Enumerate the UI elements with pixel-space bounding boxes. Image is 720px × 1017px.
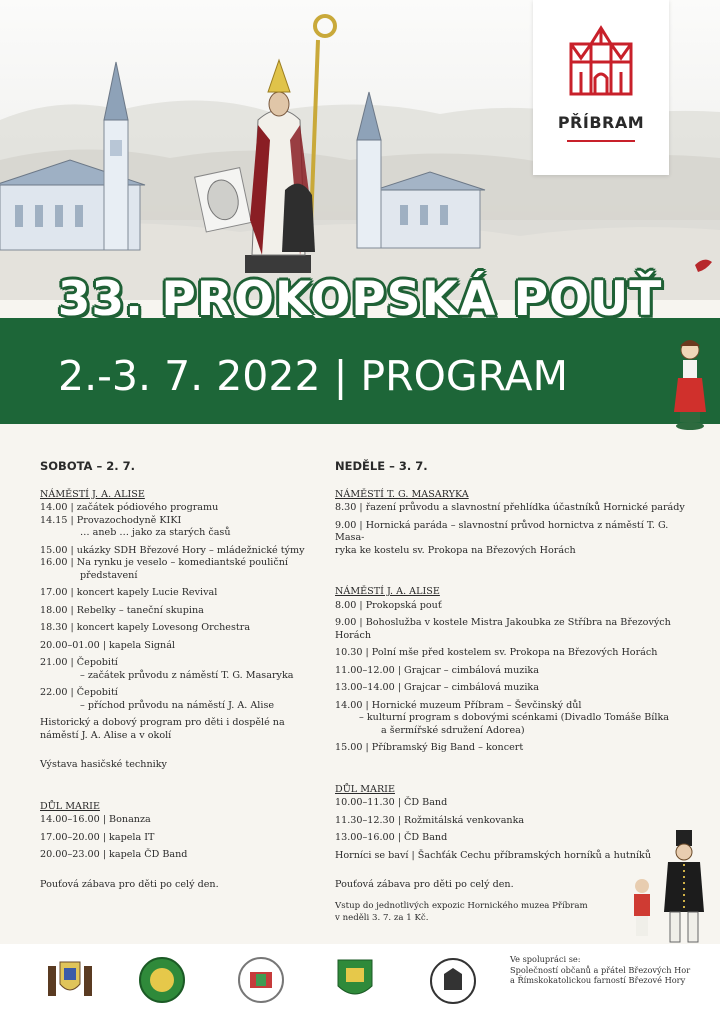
program-item: 17.00–20.00 | kapela IT bbox=[40, 831, 155, 843]
partners-footer bbox=[0, 944, 720, 1017]
coat-of-arms-icon bbox=[44, 956, 96, 1002]
program-item-detail: představení bbox=[80, 569, 138, 581]
program-item: 10.00–11.30 | ČD Band bbox=[335, 797, 448, 808]
program-item: 22.00 | Čepobití bbox=[40, 687, 118, 698]
program-item: 16.00 | Na rynku je veselo – komediantské pouliční bbox=[40, 557, 288, 568]
firefighters-badge-icon bbox=[138, 956, 186, 1004]
program-item-detail: … aneb … jako za starých časů bbox=[80, 527, 231, 538]
program-item: 14.00–16.00 | Bonanza bbox=[40, 814, 151, 825]
district-crest-icon bbox=[334, 956, 376, 1004]
program-note: náměstí J. A. Alise a v okolí bbox=[40, 729, 172, 741]
coop-line: a Římskokatolickou farností Březové Hory bbox=[510, 975, 686, 985]
miner-figure-icon bbox=[628, 826, 716, 946]
saturday-program bbox=[40, 460, 310, 896]
sunday-heading: NEDĚLE – 3. 7. bbox=[335, 459, 428, 473]
section-heading: NÁMĚSTÍ J. A. ALISE bbox=[40, 488, 145, 500]
program-item: 9.00 | Bohoslužba v kostele Mistra Jakoubka ze Stříbra na Březových Horách bbox=[335, 617, 671, 641]
program-item: Horníci se baví | Šachťák Cechu příbramských horníků a hutníků bbox=[335, 849, 652, 861]
mining-museum-logo-icon bbox=[428, 956, 478, 1006]
pribram-city-logo bbox=[533, 0, 669, 175]
event-date-program: 2.-3. 7. 2022 | PROGRAM bbox=[58, 352, 568, 400]
program-note: Pouťová zábava pro děti po celý den. bbox=[40, 878, 219, 890]
program-item: 17.00 | koncert kapely Lucie Revival bbox=[40, 587, 218, 598]
city-name: PŘÍBRAM bbox=[557, 113, 645, 132]
program-note: Výstava hasičské techniky bbox=[40, 759, 167, 770]
program-item: 13.00–16.00 | ČD Band bbox=[335, 832, 448, 843]
program-item: 8.30 | řazení průvodu a slavnostní přehlídka účastníků Hornické parády bbox=[335, 502, 685, 513]
cooperation-text bbox=[510, 954, 690, 986]
miners-guild-badge-icon bbox=[236, 956, 286, 1004]
saturday-heading: SOBOTA – 2. 7. bbox=[40, 459, 135, 473]
program-item: 20.00–23.00 | kapela ČD Band bbox=[40, 849, 188, 860]
program-item: 15.00 | ukázky SDH Březové Hory – mládežnické týmy bbox=[40, 544, 305, 556]
program-item: 9.00 | Hornická paráda – slavnostní průvod hornictva z náměstí T. G. Masa- bbox=[335, 519, 669, 543]
folk-doll-icon bbox=[672, 338, 708, 430]
program-item: 14.15 | Provazochodyně KIKI bbox=[40, 514, 182, 526]
city-castle-icon bbox=[533, 0, 669, 110]
program-item: 11.00–12.00 | Grajcar – cimbálová muzika bbox=[335, 664, 539, 676]
program-item: 10.30 | Polní mše před kostelem sv. Prokopa na Březových Horách bbox=[335, 647, 658, 658]
section-heading: NÁMĚSTÍ T. G. MASARYKA bbox=[335, 488, 469, 500]
program-item-detail: – začátek průvodu z náměstí T. G. Masaryka bbox=[80, 669, 294, 681]
program-item-detail: a šermířské sdružení Adorea) bbox=[381, 724, 525, 736]
program-item: 8.00 | Prokopská pouť bbox=[335, 599, 442, 611]
note-line: Vstup do jednotlivých expozic Hornického muzea Příbram bbox=[335, 901, 588, 911]
brand-divider bbox=[567, 140, 635, 142]
note-line: v neděli 3. 7. za 1 Kč. bbox=[335, 912, 429, 923]
program-item: 13.00–14.00 | Grajcar – cimbálová muzika bbox=[335, 682, 539, 693]
section-heading: NÁMĚSTÍ J. A. ALISE bbox=[335, 586, 440, 597]
program-item: 14.00 | začátek pódiového programu bbox=[40, 502, 219, 513]
program-note: Pouťová zábava pro děti po celý den. bbox=[335, 879, 514, 890]
program-item: 11.30–12.30 | Rožmitálská venkovanka bbox=[335, 814, 525, 826]
program-item: 18.00 | Rebelky – taneční skupina bbox=[40, 604, 204, 616]
program-item: 15.00 | Příbramský Big Band – koncert bbox=[335, 742, 524, 753]
program-note: Historický a dobový program pro děti i dospělé na bbox=[40, 717, 285, 728]
program-item-detail: – kulturní program s dobovými scénkami (Divadlo Tomáše Bílka bbox=[359, 712, 669, 723]
program-item-detail: – příchod průvodu na náměstí J. A. Alise bbox=[80, 699, 275, 711]
program-item: 21.00 | Čepobití bbox=[40, 657, 118, 668]
coop-line: Společností občanů a přátel Březových Hor bbox=[510, 964, 691, 975]
program-item: 14.00 | Hornické muzeum Příbram – Ševčinský důl bbox=[335, 699, 582, 711]
section-heading: DŮL MARIE bbox=[335, 783, 395, 795]
museum-entry-note bbox=[335, 901, 588, 924]
program-item: 18.30 | koncert kapely Lovesong Orchestra bbox=[40, 622, 251, 633]
section-heading: DŮL MARIE bbox=[40, 800, 100, 812]
program-item: 20.00–01.00 | kapela Signál bbox=[40, 639, 175, 651]
program-item-detail: ryka ke kostelu sv. Prokopa na Březových Horách bbox=[335, 544, 576, 556]
event-title: 33. PROKOPSKÁ POUŤ bbox=[57, 272, 663, 327]
coop-title: Ve spolupráci se: bbox=[510, 954, 581, 964]
